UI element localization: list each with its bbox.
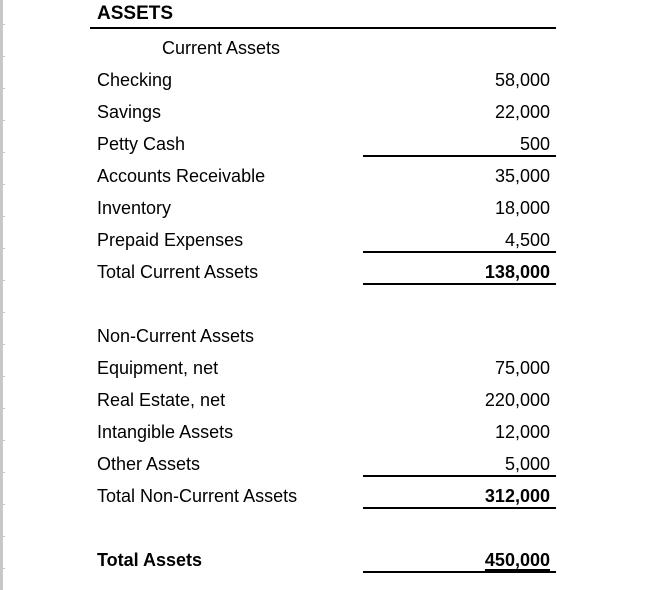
table-row (0, 190, 662, 222)
table-row (0, 158, 662, 190)
row-label: Inventory (97, 198, 172, 218)
non-current-assets-heading-row (0, 318, 662, 350)
current-assets-heading-row (0, 30, 662, 62)
subtotal-rule (363, 155, 556, 157)
row-label: Checking (97, 70, 173, 90)
row-label: Savings (97, 102, 162, 122)
table-row (0, 62, 662, 94)
table-row (0, 446, 662, 478)
row-value: 4,500 (504, 230, 550, 250)
row-label: Equipment, net (97, 358, 219, 378)
row-label: Prepaid Expenses (97, 230, 244, 250)
total-rule-top (363, 475, 556, 477)
row-value: 22,000 (494, 102, 550, 122)
current-assets-heading: Current Assets (162, 38, 281, 58)
section-title: ASSETS (97, 3, 174, 24)
row-label: Petty Cash (97, 134, 186, 154)
row-value: 5,000 (504, 454, 550, 474)
row-value: 220,000 (484, 390, 550, 410)
total-non-current-assets-label: Total Non-Current Assets (97, 486, 298, 506)
row-value: 500 (519, 134, 550, 154)
table-row (0, 382, 662, 414)
row-label: Real Estate, net (97, 390, 226, 410)
row-label: Intangible Assets (97, 422, 234, 442)
total-rule-bottom (363, 283, 556, 285)
row-value: 12,000 (494, 422, 550, 442)
total-non-current-assets-value: 312,000 (484, 486, 550, 506)
total-rule-top (363, 251, 556, 253)
gridline-tick (3, 24, 5, 25)
row-value: 35,000 (494, 166, 550, 186)
table-row (0, 222, 662, 254)
total-assets-row (0, 542, 662, 574)
total-non-current-assets-row (0, 478, 662, 510)
row-label: Other Assets (97, 454, 201, 474)
total-current-assets-value: 138,000 (484, 262, 550, 282)
total-current-assets-label: Total Current Assets (97, 262, 259, 282)
table-row (0, 414, 662, 446)
gridline-tick (3, 536, 5, 537)
row-value: 58,000 (494, 70, 550, 90)
table-row (0, 126, 662, 158)
non-current-assets-heading: Non-Current Assets (97, 326, 255, 346)
total-current-assets-row (0, 254, 662, 286)
total-assets-value: 450,000 (484, 550, 550, 570)
table-row (0, 94, 662, 126)
row-value: 18,000 (494, 198, 550, 218)
total-assets-label: Total Assets (97, 550, 203, 570)
row-value: 75,000 (494, 358, 550, 378)
gridline-tick (3, 312, 5, 313)
row-label: Accounts Receivable (97, 166, 266, 186)
grand-total-rule (363, 571, 556, 573)
total-rule-bottom (363, 507, 556, 509)
title-underline-rule (90, 27, 556, 29)
table-row (0, 350, 662, 382)
